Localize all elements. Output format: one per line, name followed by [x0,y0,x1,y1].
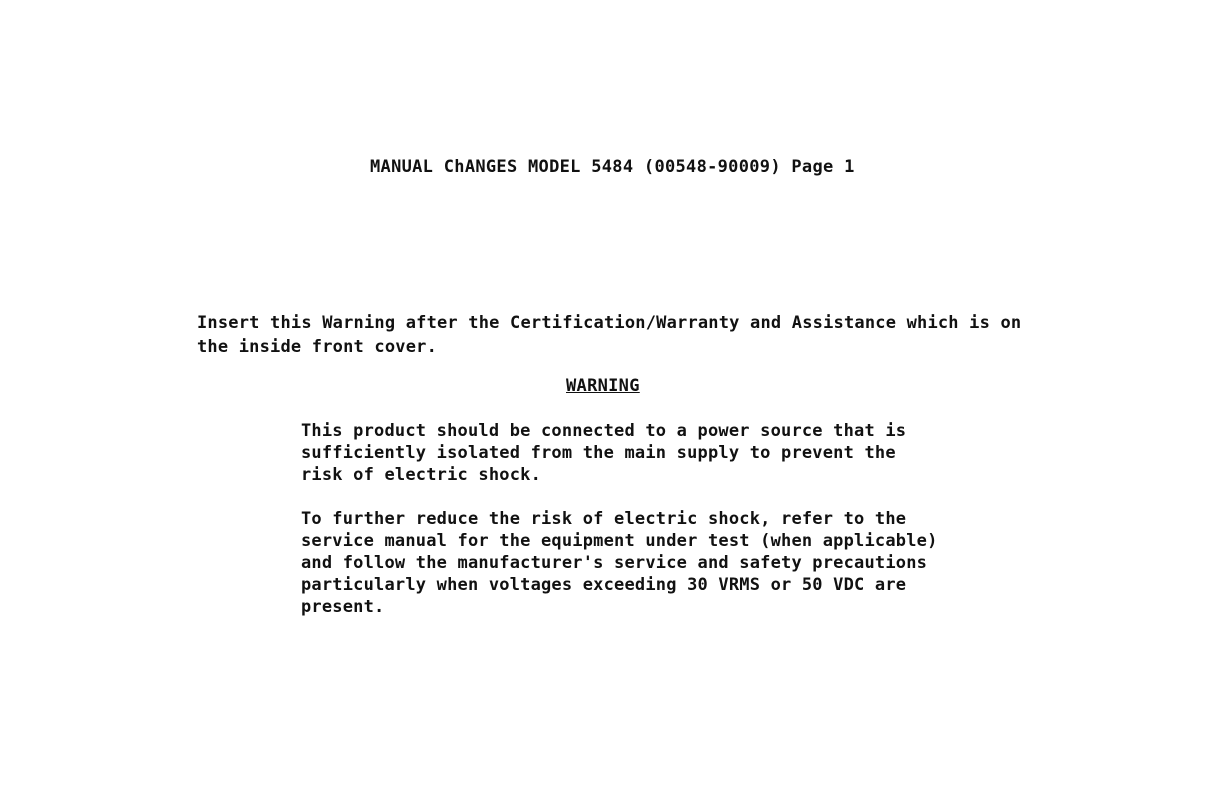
warning-paragraph-2 [301,508,938,618]
page-header: MANUAL ChANGES MODEL 5484 (00548-90009) Page 1 [370,157,855,177]
paragraph-line: and follow the manufacturer's service and safety precautions [301,553,928,573]
paragraph-line: risk of electric shock. [301,465,542,485]
paragraph-line: particularly when voltages exceeding 30 VRMS or 50 VDC are [301,575,907,595]
intro-line: the inside front cover. [197,337,438,357]
paragraph-line: To further reduce the risk of electric shock, refer to the [301,509,907,529]
warning-heading: WARNING [566,376,640,396]
paragraph-line: present. [301,597,385,617]
paragraph-line: service manual for the equipment under test (when applicable) [301,531,938,551]
paragraph-line: This product should be connected to a power source that is [301,421,907,441]
intro-line: Insert this Warning after the Certification/Warranty and Assistance which is on [197,313,1022,333]
intro-text [197,311,1057,359]
paragraph-line: sufficiently isolated from the main supply to prevent the [301,443,896,463]
warning-paragraph-1 [301,420,906,486]
